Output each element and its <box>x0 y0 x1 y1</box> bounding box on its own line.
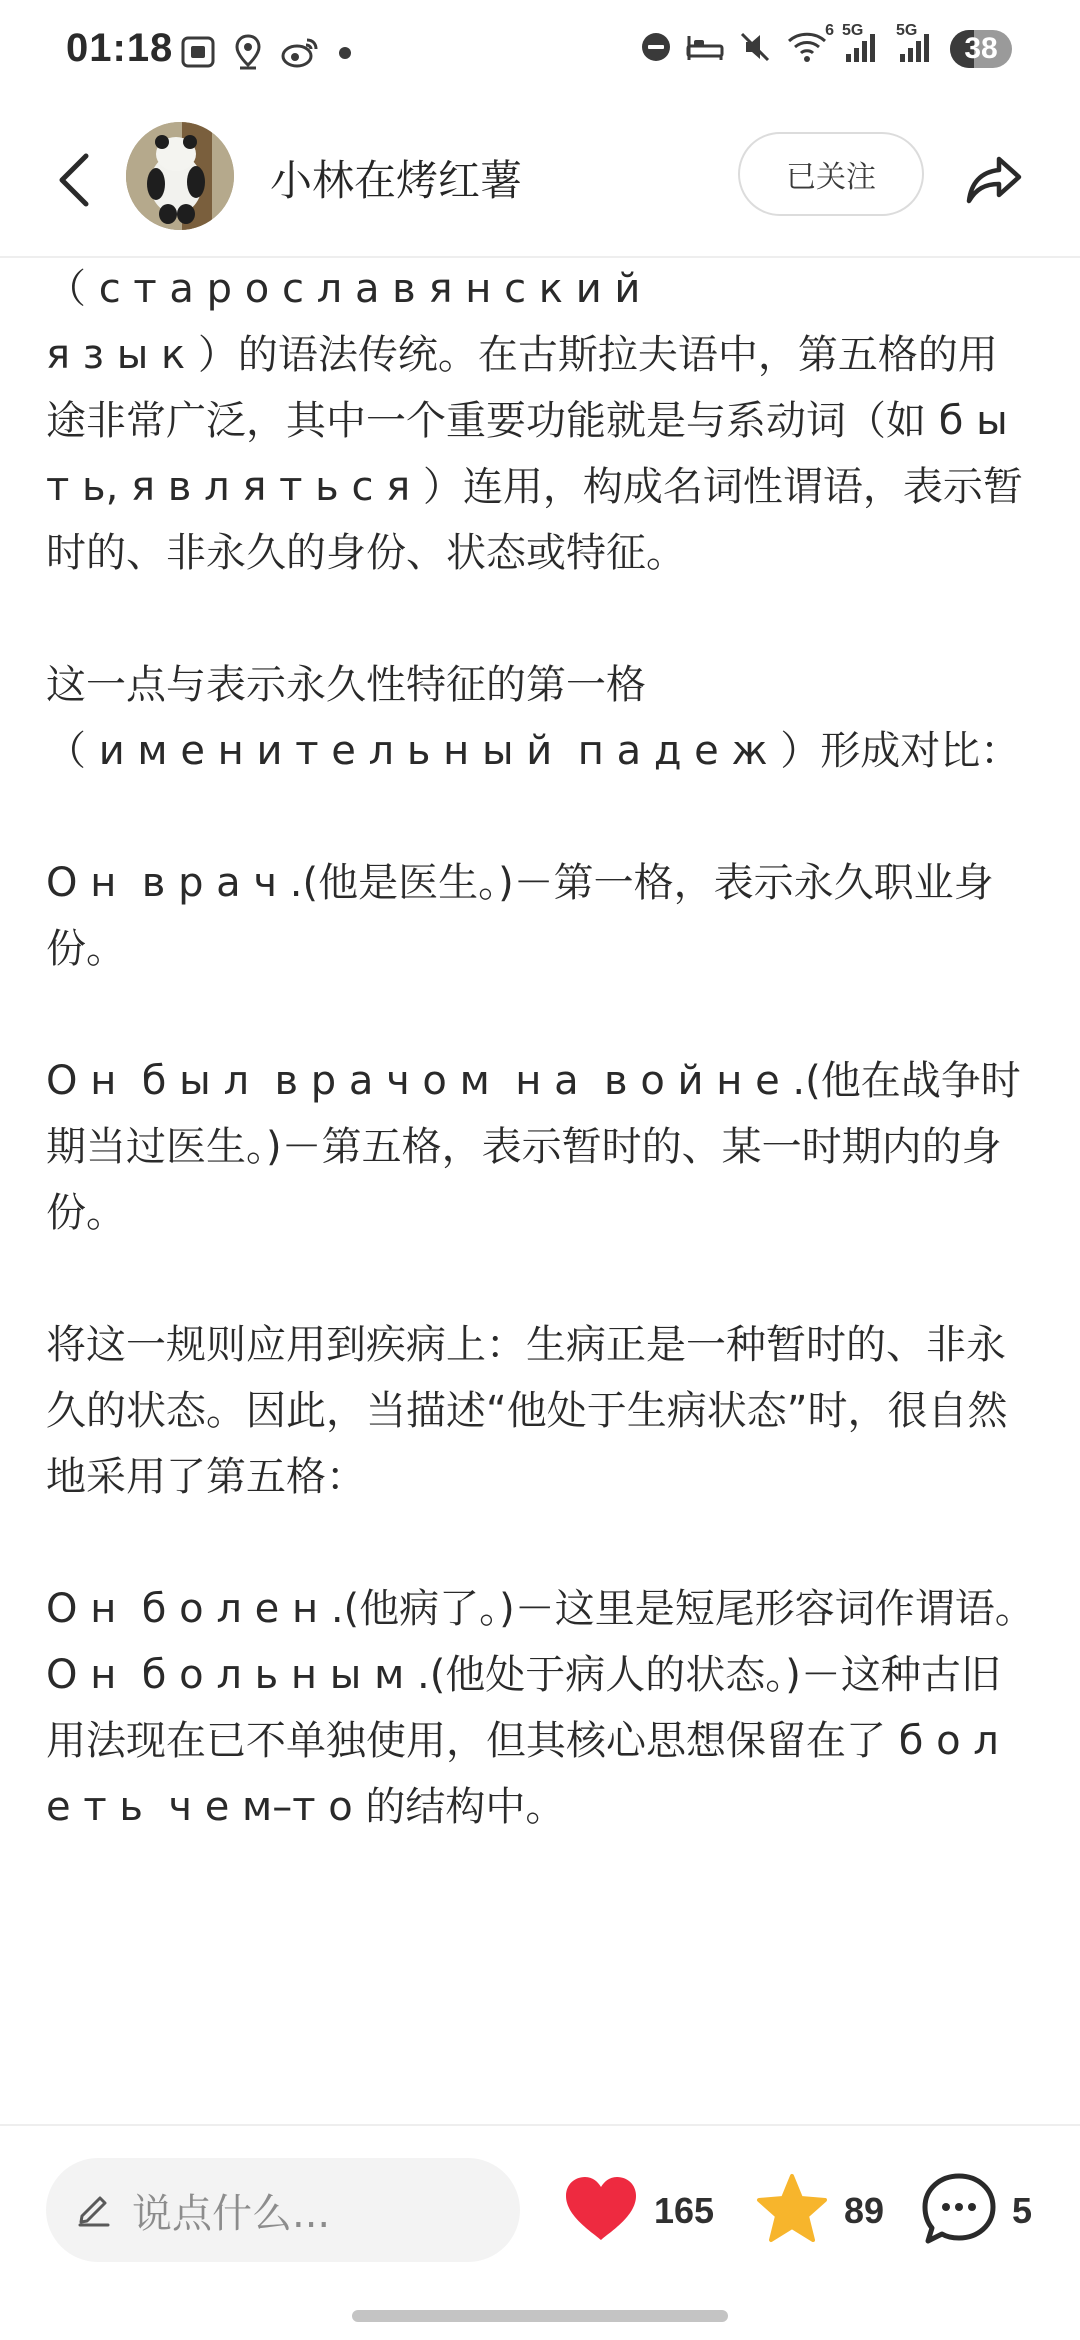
wifi-label: 6 <box>825 22 834 39</box>
home-indicator[interactable] <box>352 2310 728 2322</box>
comment-button[interactable] <box>920 2166 1032 2256</box>
signal-5g-label: 5G <box>896 22 918 39</box>
favorite-button[interactable] <box>754 2166 884 2256</box>
star-icon <box>754 2172 830 2250</box>
heart-icon <box>562 2174 640 2248</box>
like-button[interactable] <box>562 2166 714 2256</box>
article-paragraph: 将这一规则应用到疾病上：生病正是一种暂时的、非永久的状态。因此，当描述“他处于生病状态”时，很自然地采用了第五格： <box>46 1322 1008 1500</box>
post-header <box>0 108 1080 258</box>
article-content <box>46 256 1036 2120</box>
author-avatar[interactable] <box>126 122 234 230</box>
back-button[interactable] <box>32 140 116 224</box>
wifi-icon <box>786 22 834 68</box>
signal-5g-icon <box>896 22 936 68</box>
share-icon <box>965 153 1023 211</box>
comment-bubble-icon <box>920 2171 998 2251</box>
follow-button[interactable]: 已关注 <box>738 132 924 216</box>
status-bar <box>0 0 1080 108</box>
bottom-action-bar <box>0 2124 1080 2276</box>
panda-avatar-image <box>126 122 234 230</box>
status-right-icons <box>640 22 1012 68</box>
signal-5g-icon <box>842 22 882 68</box>
dot-icon <box>338 45 352 64</box>
status-left-icons <box>180 34 352 74</box>
favorite-count: 89 <box>844 2190 885 2231</box>
battery-level: 38 <box>964 32 998 65</box>
article-paragraph: О н б ы л в р а ч о м н а в о й н е .(他在战争时期当过医生。)－第五格，表示暂时的、某一时期内的身份。 <box>46 1058 1021 1236</box>
sleep-icon <box>686 32 724 66</box>
comment-count: 5 <box>1012 2190 1033 2231</box>
signal-5g-label: 5G <box>842 22 864 39</box>
article-paragraph: （ с т а р о с л а в я н с к и й я з ы к ）的语法传统。在古斯拉夫语中，第五格的用途非常广泛，其中一个重要功能就是与系动词（如 б ы т ь, я в л я т ь с я ）连用，构成名词性谓语，表示暂时的、非永久的身份、状态或特征。 <box>46 266 1023 576</box>
battery-indicator <box>950 30 1012 68</box>
article-paragraph: О н б о л е н .(他病了。)－这里是短尾形容词作谓语。 О н б о л ь н ы м .(他处于病人的状态。)－这种古旧用法现在已不单独使用，但其核心思想保留在了 б о л е т ь ч е м–т о 的结构中。 <box>46 1586 1035 1830</box>
author-name[interactable]: 小林在烤红薯 <box>270 156 523 205</box>
share-button[interactable] <box>952 140 1036 224</box>
article-paragraph: 这一点与表示永久性特征的第一格 （ и м е н и т е л ь н ы й п а д е ж ）形成对比： <box>46 662 1021 774</box>
location-icon <box>234 34 262 74</box>
article-paragraph: О н в р а ч .(他是医生。)－第一格，表示永久职业身份。 <box>46 860 994 972</box>
mute-icon <box>738 30 772 68</box>
do-not-disturb-icon <box>640 31 672 67</box>
chevron-left-icon <box>52 150 96 214</box>
weibo-icon <box>280 35 320 73</box>
pencil-icon <box>74 2188 114 2232</box>
screenshot-icon <box>180 35 216 73</box>
like-count: 165 <box>654 2190 715 2231</box>
comment-input[interactable] <box>46 2158 520 2262</box>
comment-placeholder: 说点什么... <box>132 2190 331 2237</box>
status-time: 01:18 <box>66 26 174 70</box>
